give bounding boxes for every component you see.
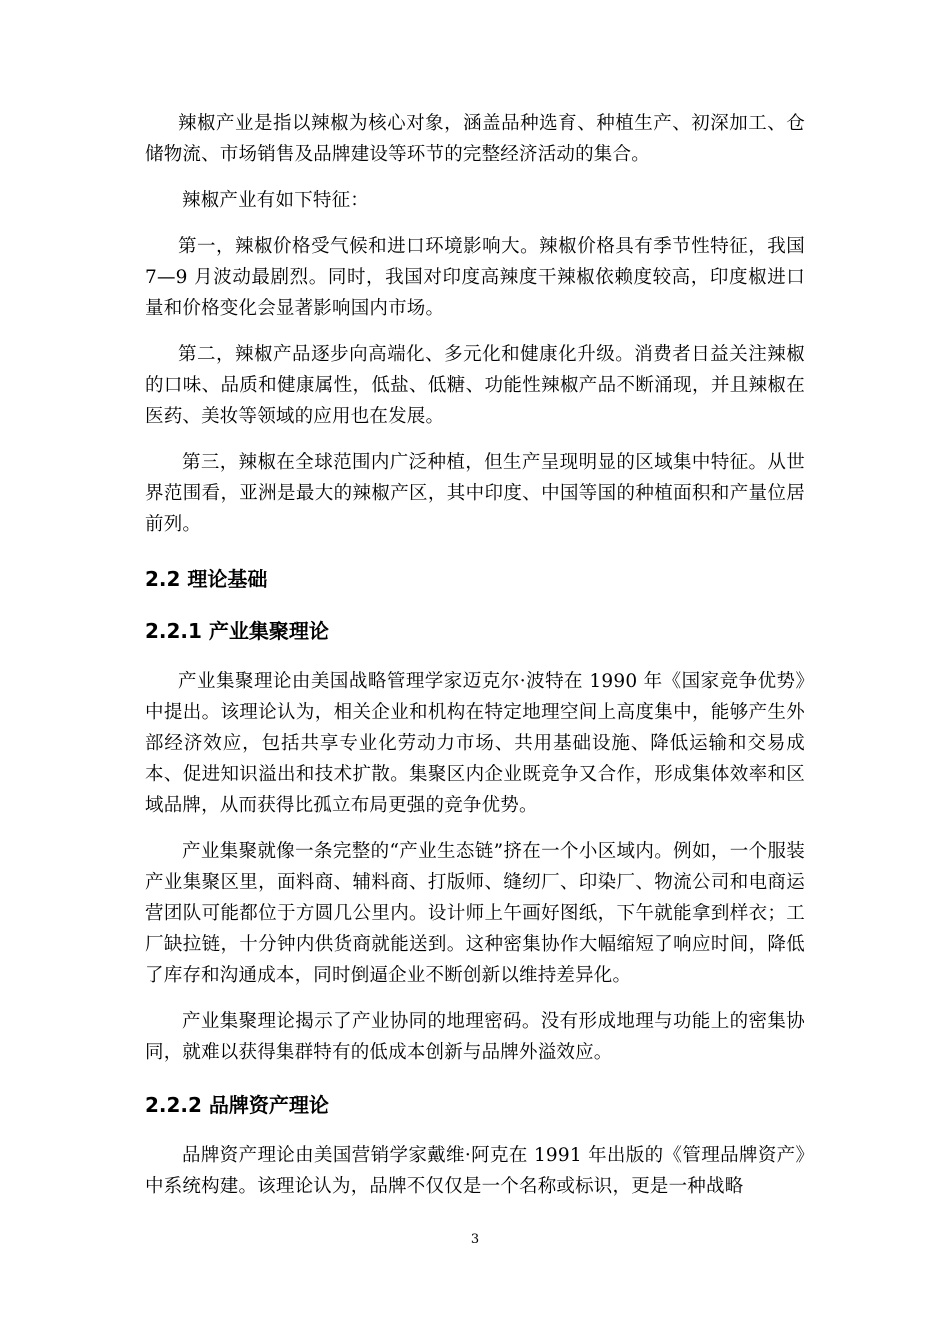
paragraph-definition: 辣椒产业是指以辣椒为核心对象，涵盖品种选育、种植生产、初深加工、仓储物流、市场销售及品牌建设等环节的完整经济活动的集合。 bbox=[145, 113, 805, 165]
section-heading-2-2-1: 2.2.1 产业集聚理论 bbox=[145, 619, 329, 643]
paragraph-cluster-summary: 产业集聚理论揭示了产业协同的地理密码。没有形成地理与功能上的密集协同，就难以获得集群特有的低成本创新与品牌外溢效应。 bbox=[145, 1011, 805, 1063]
section-heading-2-2: 2.2 理论基础 bbox=[145, 567, 268, 591]
page-body bbox=[145, 108, 805, 1217]
paragraph-feature-2: 第二，辣椒产品逐步向高端化、多元化和健康化升级。消费者日益关注辣椒的口味、品质和健康属性，低盐、低糖、功能性辣椒产品不断涌现，并且辣椒在医药、美妆等领域的应用也在发展。 bbox=[145, 344, 805, 427]
section-heading-2-2-2: 2.2.2 品牌资产理论 bbox=[145, 1093, 329, 1117]
paragraph-features-intro: 辣椒产业有如下特征： bbox=[182, 190, 370, 211]
paragraph-feature-1: 第一，辣椒价格受气候和进口环境影响大。辣椒价格具有季节性特征，我国 7—9 月波动最剧烈。同时，我国对印度高辣度干辣椒依赖度较高，印度椒进口量和价格变化会显著影响国内市场。 bbox=[145, 236, 805, 319]
paragraph-feature-3: 第三，辣椒在全球范围内广泛种植，但生产呈现明显的区域集中特征。从世界范围看，亚洲是最大的辣椒产区，其中印度、中国等国的种植面积和产量位居前列。 bbox=[145, 452, 805, 535]
paragraph-cluster-theory: 产业集聚理论由美国战略管理学家迈克尔·波特在 1990 年《国家竞争优势》中提出。该理论认为，相关企业和机构在特定地理空间上高度集中，能够产生外部经济效应，包括共享专业化劳动力市场、共用基础设施、降低运输和交易成本、促进知识溢出和技术扩散。集聚区内企业既竞争又合作，形成集体效率和区域品牌，从而获得比孤立布局更强的竞争优势。 bbox=[145, 671, 805, 816]
paragraph-cluster-example: 产业集聚就像一条完整的“产业生态链”挤在一个小区域内。例如，一个服装产业集聚区里，面料商、辅料商、打版师、缝纫厂、印染厂、物流公司和电商运营团队可能都位于方圆几公里内。设计师上午画好图纸，下午就能拿到样衣；工厂缺拉链，十分钟内供货商就能送到。这种密集协作大幅缩短了响应时间，降低了库存和沟通成本，同时倒逼企业不断创新以维持差异化。 bbox=[145, 841, 805, 986]
paragraph-brand-equity: 品牌资产理论由美国营销学家戴维·阿克在 1991 年出版的《管理品牌资产》中系统构建。该理论认为，品牌不仅仅是一个名称或标识，更是一种战略 bbox=[145, 1145, 805, 1197]
page-number: 3 bbox=[470, 1232, 480, 1247]
